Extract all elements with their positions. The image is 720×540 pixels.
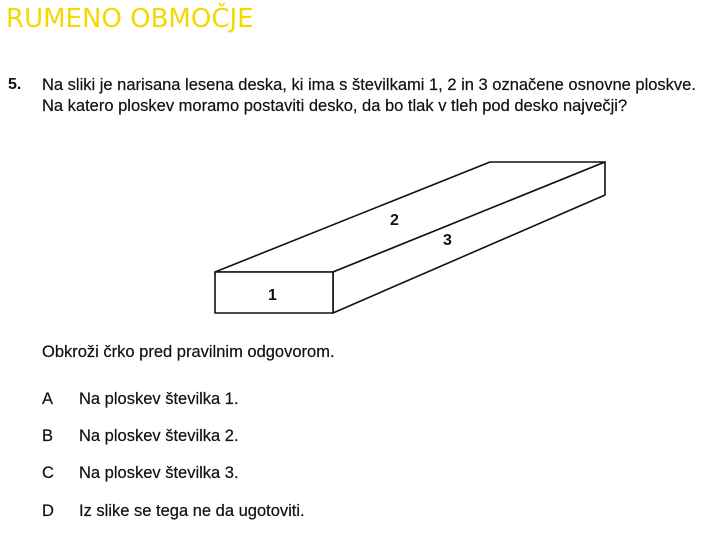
option-a[interactable] xyxy=(42,390,239,409)
option-text: Iz slike se tega ne da ugotoviti. xyxy=(79,502,305,520)
face-label-3: 3 xyxy=(443,232,452,249)
option-text: Na ploskev številka 3. xyxy=(79,464,239,482)
answer-instruction: Obkroži črko pred pravilnim odgovorom. xyxy=(42,343,335,361)
option-letter: C xyxy=(42,464,54,482)
option-d[interactable] xyxy=(42,502,305,521)
option-letter: D xyxy=(42,502,54,520)
option-b[interactable] xyxy=(42,427,239,446)
question-text: Na sliki je narisana lesena deska, ki ima s številkami 1, 2 in 3 označene osnovne ploskve. Na katero ploskev moramo postaviti desko, da bo tlak v tleh pod desko največji? xyxy=(42,76,696,115)
option-letter: A xyxy=(42,390,54,408)
face-label-2: 2 xyxy=(390,212,399,229)
option-text: Na ploskev številka 1. xyxy=(79,390,239,408)
option-text: Na ploskev številka 2. xyxy=(79,427,239,445)
option-c[interactable] xyxy=(42,464,239,483)
face-label-1: 1 xyxy=(268,287,277,304)
question-number: 5. xyxy=(8,76,22,93)
option-letter: B xyxy=(42,427,54,445)
page-title: RUMENO OBMOČJE xyxy=(6,4,254,34)
